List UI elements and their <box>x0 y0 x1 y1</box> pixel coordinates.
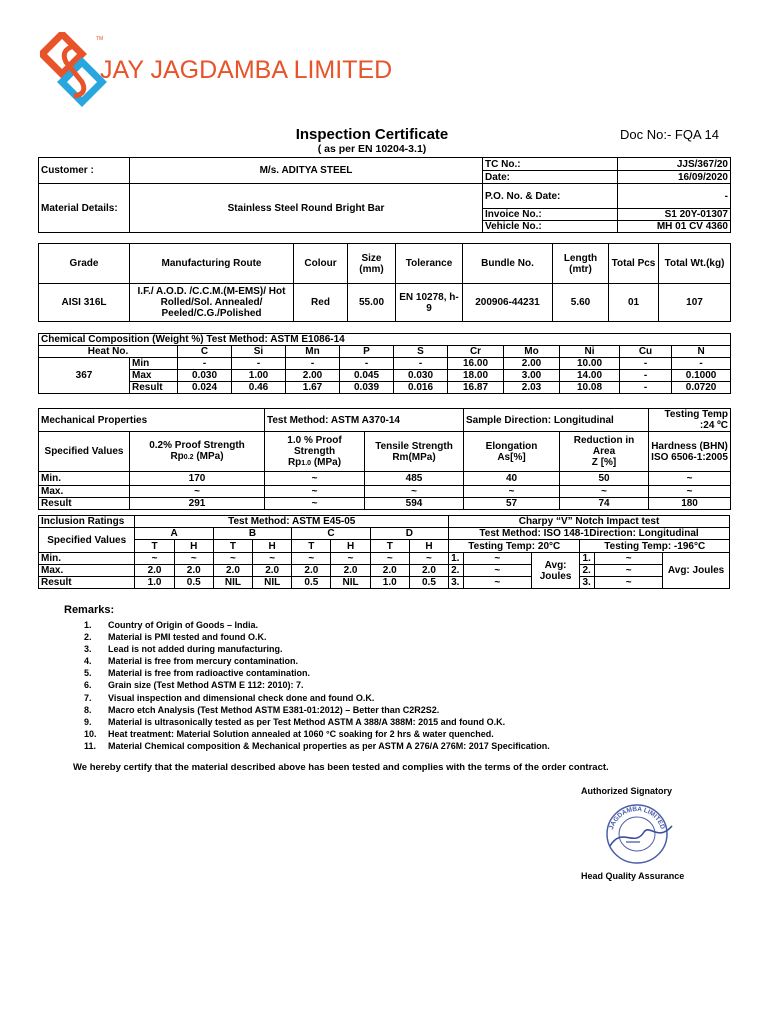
impact-value: ~ <box>463 553 531 565</box>
chem-cell: 18.00 <box>448 370 504 382</box>
mech-cell: 291 <box>130 498 265 510</box>
incl-cell: ~ <box>370 553 409 565</box>
incl-cell: 1.0 <box>135 577 174 589</box>
chem-cell: 0.1000 <box>672 370 731 382</box>
chemical-title: Chemical Composition (Weight %) Test Method: ASTM E1086-14 <box>39 334 731 346</box>
mechanical-direction: Sample Direction: Longitudinal <box>464 409 649 432</box>
mech-cell: ~ <box>649 472 731 486</box>
mech-cell: ~ <box>560 486 649 498</box>
specified-values-label: Specified Values <box>39 528 135 553</box>
mech-cell: 180 <box>649 498 731 510</box>
chem-cell: 0.46 <box>232 382 286 394</box>
po-label: P.O. No. & Date: <box>483 184 618 209</box>
certification-statement: We hereby certify that the material described above has been tested and complies with the terms of the order contract. <box>73 762 609 773</box>
product-cell: EN 10278, h-9 <box>396 284 463 322</box>
remark-item: 9. Material is ultrasonically tested as per Test Method ASTM A 388/A 388M: 2015 and found O.K. <box>84 716 506 727</box>
incl-cell: ~ <box>292 553 331 565</box>
incl-cell: ~ <box>331 553 370 565</box>
mech-cell: 170 <box>130 472 265 486</box>
element-header: Cr <box>448 346 504 358</box>
chem-cell: 0.030 <box>394 370 448 382</box>
chem-cell: 0.039 <box>340 382 394 394</box>
mech-header: Elongation As[%] <box>464 432 560 472</box>
mechanical-title: Mechanical Properties <box>39 409 265 432</box>
invoice-label: Invoice No.: <box>483 209 618 221</box>
mech-cell: ~ <box>649 486 731 498</box>
customer-value: M/s. ADITYA STEEL <box>130 158 483 184</box>
element-header: Ni <box>560 346 620 358</box>
chem-cell: - <box>620 382 672 394</box>
chem-cell: 2.00 <box>286 370 340 382</box>
customer-label: Customer : <box>39 158 130 184</box>
impact-num: 2. <box>449 565 464 577</box>
impact-title: Charpy “V” Notch Impact test <box>449 516 730 528</box>
incl-cell: NIL <box>213 577 252 589</box>
remarks-title: Remarks: <box>64 604 115 616</box>
row-label: Max. <box>39 486 130 498</box>
material-label: Material Details: <box>39 184 130 233</box>
product-cell: I.F./ A.O.D. /C.C.M.(M-EMS)/ Hot Rolled/Sol. Annealed/ Peeled/C.G./Polished <box>130 284 294 322</box>
document-subtitle: ( as per EN 10204-3.1) <box>317 143 427 155</box>
impact-temp-1: Testing Temp: 20°C <box>449 540 580 553</box>
trademark-label: TM <box>96 36 104 42</box>
mech-header: Hardness (BHN) ISO 6506-1:2005 <box>649 432 731 472</box>
company-name: JAY JAGDAMBA LIMITED <box>100 56 393 84</box>
t-header: T <box>370 540 409 553</box>
chem-cell: - <box>620 358 672 370</box>
t-header: T <box>213 540 252 553</box>
t-header: T <box>135 540 174 553</box>
heat-no-label: Heat No. <box>39 346 178 358</box>
row-label: Max <box>130 370 178 382</box>
mech-cell: 40 <box>464 472 560 486</box>
chem-cell: 0.045 <box>340 370 394 382</box>
mech-cell: ~ <box>265 498 365 510</box>
incl-cell: 1.0 <box>370 577 409 589</box>
incl-cell: 2.0 <box>292 565 331 577</box>
impact-num: 3. <box>449 577 464 589</box>
product-header: Size (mm) <box>348 244 396 284</box>
impact-num: 1. <box>580 553 595 565</box>
impact-value: ~ <box>595 565 663 577</box>
chem-cell: 3.00 <box>504 370 560 382</box>
row-label: Result <box>39 498 130 510</box>
element-header: Mo <box>504 346 560 358</box>
impact-value: ~ <box>463 577 531 589</box>
chem-cell: 0.016 <box>394 382 448 394</box>
chem-cell: - <box>178 358 232 370</box>
date-value: 16/09/2020 <box>618 171 731 184</box>
mech-header: Tensile Strength Rm(MPa) <box>365 432 464 472</box>
product-header: Total Pcs <box>609 244 659 284</box>
group-header: D <box>370 528 448 540</box>
impact-value: ~ <box>463 565 531 577</box>
impact-avg: Avg: Joules <box>663 553 730 589</box>
row-label: Max. <box>39 565 135 577</box>
h-header: H <box>174 540 213 553</box>
document-title: Inspection Certificate <box>295 126 449 143</box>
chem-cell: - <box>340 358 394 370</box>
element-header: Mn <box>286 346 340 358</box>
element-header: Si <box>232 346 286 358</box>
svg-text:JAGDAMBA LIMITED <box>608 806 666 831</box>
product-header: Manufacturing Route <box>130 244 294 284</box>
chem-cell: 0.0720 <box>672 382 731 394</box>
invoice-value: S1 20Y-01307 <box>618 209 731 221</box>
heat-no-value: 367 <box>39 358 130 394</box>
chem-cell: 0.030 <box>178 370 232 382</box>
incl-cell: ~ <box>174 553 213 565</box>
incl-cell: 2.0 <box>370 565 409 577</box>
element-header: P <box>340 346 394 358</box>
remark-item: 2. Material is PMI tested and found O.K. <box>84 632 267 643</box>
remarks-list <box>84 619 550 752</box>
customer-table <box>38 157 731 233</box>
chem-cell: - <box>672 358 731 370</box>
product-header: Tolerance <box>396 244 463 284</box>
product-cell: AISI 316L <box>39 284 130 322</box>
chem-cell: - <box>232 358 286 370</box>
chem-cell: 16.87 <box>448 382 504 394</box>
element-header: C <box>178 346 232 358</box>
remark-item: 1. Country of Origin of Goods – India. <box>84 620 258 630</box>
element-header: Cu <box>620 346 672 358</box>
authorized-signatory-label: Authorized Signatory <box>581 786 673 796</box>
product-cell: 01 <box>609 284 659 322</box>
product-cell: 107 <box>659 284 731 322</box>
impact-method: Test Method: ISO 148-1Direction: Longitudinal <box>449 528 730 540</box>
mech-header: 1.0 % Proof Strength Rp1.0 (MPa) <box>265 432 365 472</box>
impact-avg: Avg: Joules <box>531 553 580 589</box>
mech-header: Reduction in Area Z [%] <box>560 432 649 472</box>
group-header: B <box>213 528 291 540</box>
inclusion-method: Test Method: ASTM E45-05 <box>135 516 449 528</box>
impact-num: 1. <box>449 553 464 565</box>
h-header: H <box>331 540 370 553</box>
inclusion-impact-table <box>38 515 730 589</box>
incl-cell: 2.0 <box>253 565 292 577</box>
mech-header: 0.2% Proof Strength Rp0.2 (MPa) <box>130 432 265 472</box>
remark-item: 3. Lead is not added during manufacturing. <box>84 644 283 655</box>
row-label: Result <box>130 382 178 394</box>
group-header: A <box>135 528 213 540</box>
group-header: C <box>292 528 370 540</box>
inclusion-title: Inclusion Ratings <box>39 516 135 528</box>
chem-cell: 1.67 <box>286 382 340 394</box>
chem-cell: - <box>394 358 448 370</box>
row-label: Min. <box>39 553 135 565</box>
incl-cell: 2.0 <box>409 565 448 577</box>
product-header: Grade <box>39 244 130 284</box>
head-quality-assurance-label: Head Quality Assurance <box>581 871 685 881</box>
mech-cell: ~ <box>464 486 560 498</box>
mech-cell: ~ <box>265 472 365 486</box>
incl-cell: ~ <box>135 553 174 565</box>
mech-cell: 57 <box>464 498 560 510</box>
element-header: N <box>672 346 731 358</box>
remark-item: 6. Grain size (Test Method ASTM E 112: 2010): 7. <box>84 680 304 691</box>
impact-num: 3. <box>580 577 595 589</box>
incl-cell: 2.0 <box>331 565 370 577</box>
mechanical-table <box>38 408 731 510</box>
chem-cell: - <box>286 358 340 370</box>
incl-cell: 2.0 <box>174 565 213 577</box>
remark-item: 8. Macro etch Analysis (Test Method ASTM E381-01:2012) – Better than C2R2S2. <box>84 704 440 715</box>
impact-value: ~ <box>595 577 663 589</box>
material-value: Stainless Steel Round Bright Bar <box>130 184 483 233</box>
chem-cell: 16.00 <box>448 358 504 370</box>
remark-item: 11. Material Chemical composition & Mechanical properties as per ASTM A 276/A 276M: 2017 Specification. <box>84 740 550 751</box>
tc-value: JJS/367/20 <box>618 158 731 171</box>
h-header: H <box>409 540 448 553</box>
t-header: T <box>292 540 331 553</box>
specified-values-label: Specified Values <box>39 432 130 472</box>
impact-value: ~ <box>595 553 663 565</box>
chem-cell: - <box>620 370 672 382</box>
product-cell: Red <box>294 284 348 322</box>
mech-cell: 50 <box>560 472 649 486</box>
chem-cell: 14.00 <box>560 370 620 382</box>
row-label: Min <box>130 358 178 370</box>
mech-cell: ~ <box>130 486 265 498</box>
company-stamp-icon <box>596 802 678 866</box>
remark-item: 10. Heat treatment: Material Solution annealed at 1060 °C soaking for 2 hrs & water quenched. <box>84 728 494 739</box>
chem-cell: 1.00 <box>232 370 286 382</box>
chem-cell: 10.08 <box>560 382 620 394</box>
incl-cell: 0.5 <box>409 577 448 589</box>
row-label: Result <box>39 577 135 589</box>
mech-cell: ~ <box>365 486 464 498</box>
chemical-table <box>38 333 731 394</box>
chem-cell: 0.024 <box>178 382 232 394</box>
product-cell: 200906-44231 <box>463 284 553 322</box>
tc-label: TC No.: <box>483 158 618 171</box>
mechanical-method: Test Method: ASTM A370-14 <box>265 409 464 432</box>
incl-cell: ~ <box>253 553 292 565</box>
chem-cell: 2.03 <box>504 382 560 394</box>
incl-cell: NIL <box>331 577 370 589</box>
chem-cell: 10.00 <box>560 358 620 370</box>
incl-cell: 0.5 <box>174 577 213 589</box>
mech-cell: 485 <box>365 472 464 486</box>
product-cell: 5.60 <box>553 284 609 322</box>
stamp-text: JAGDAMBA LIMITED <box>607 805 666 831</box>
vehicle-value: MH 01 CV 4360 <box>618 221 731 233</box>
company-logo-icon <box>40 32 108 110</box>
mechanical-temp: Testing Temp :24 ºC <box>649 409 731 432</box>
incl-cell: ~ <box>409 553 448 565</box>
remark-item: 4. Material is free from mercury contamination. <box>84 656 299 667</box>
product-cell: 55.00 <box>348 284 396 322</box>
impact-num: 2. <box>580 565 595 577</box>
incl-cell: 0.5 <box>292 577 331 589</box>
mech-cell: 74 <box>560 498 649 510</box>
incl-cell: 2.0 <box>213 565 252 577</box>
incl-cell: ~ <box>213 553 252 565</box>
incl-cell: 2.0 <box>135 565 174 577</box>
incl-cell: NIL <box>253 577 292 589</box>
element-header: S <box>394 346 448 358</box>
remark-item: 7. Visual inspection and dimensional check done and found O.K. <box>84 692 375 703</box>
doc-number: Doc No:- FQA 14 <box>620 127 719 142</box>
h-header: H <box>253 540 292 553</box>
product-table <box>38 243 731 322</box>
po-value: - <box>618 184 731 209</box>
vehicle-label: Vehicle No.: <box>483 221 618 233</box>
product-header: Bundle No. <box>463 244 553 284</box>
mech-cell: 594 <box>365 498 464 510</box>
remark-item: 5. Material is free from radioactive contamination. <box>84 668 311 679</box>
chem-cell: 2.00 <box>504 358 560 370</box>
product-header: Total Wt.(kg) <box>659 244 731 284</box>
product-header: Colour <box>294 244 348 284</box>
impact-temp-2: Testing Temp: -196°C <box>580 540 730 553</box>
product-header: Length (mtr) <box>553 244 609 284</box>
row-label: Min. <box>39 472 130 486</box>
date-label: Date: <box>483 171 618 184</box>
mech-cell: ~ <box>265 486 365 498</box>
